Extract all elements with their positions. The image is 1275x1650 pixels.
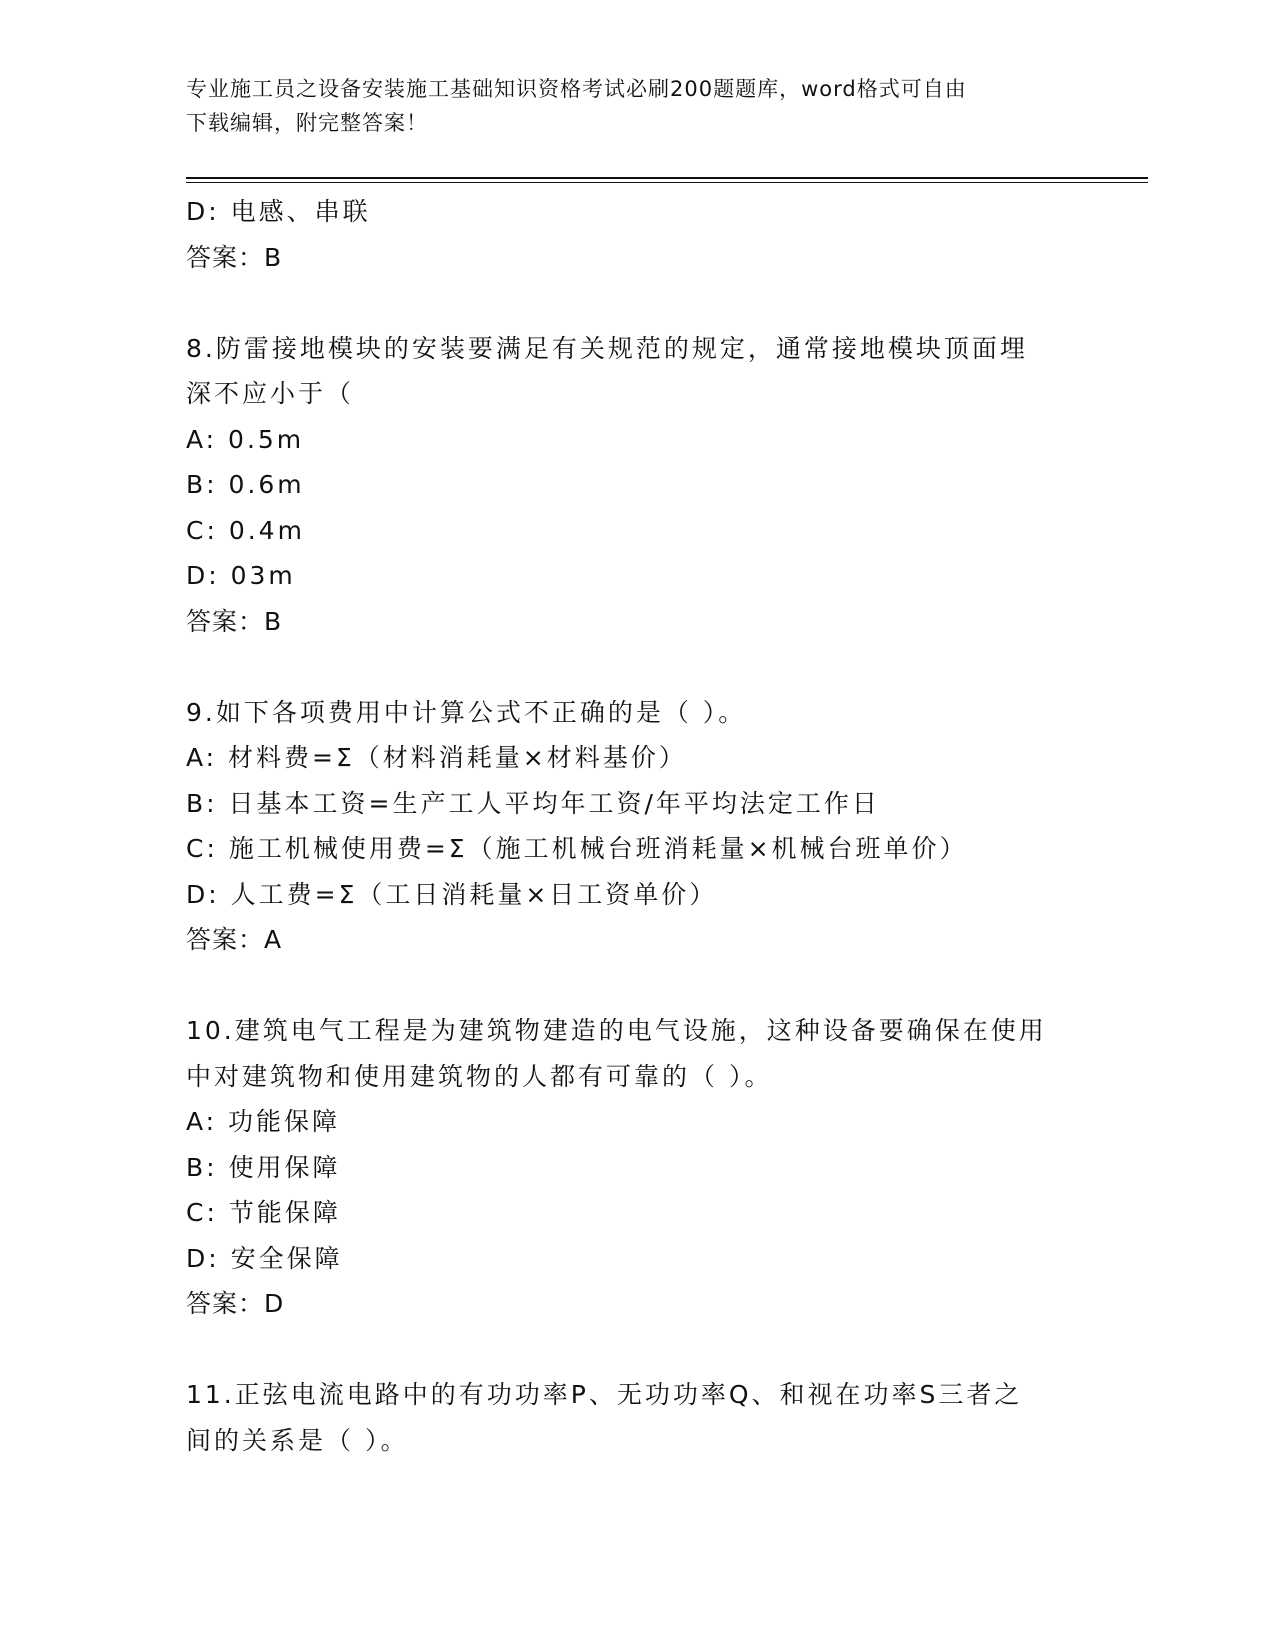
header-line-2: 下载编辑，附完整答案！ (186, 111, 428, 135)
question-stem: 间的关系是（ ）。 (186, 1425, 409, 1455)
answer: 答案：B (186, 606, 283, 636)
question-stem: 8.防雷接地模块的安装要满足有关规范的规定，通常接地模块顶面埋 (186, 333, 1028, 363)
spacer (186, 644, 1086, 690)
question-content (186, 189, 1086, 1463)
option-d: D: 人工费=Σ（工日消耗量×日工资单价） (186, 879, 718, 909)
option-a: A: 功能保障 (186, 1107, 341, 1136)
header-divider-thick (186, 177, 1148, 179)
prev-option-d: D: 电感、串联 (186, 197, 371, 226)
header-divider-thin (186, 182, 1148, 183)
option-d: D: 03m (186, 561, 296, 590)
question-stem: 深不应小于（ (186, 379, 355, 408)
question-stem: 9.如下各项费用中计算公式不正确的是（ ）。 (186, 697, 747, 727)
option-a: A: 材料费=Σ（材料消耗量×材料基价） (186, 743, 687, 772)
option-d: D: 安全保障 (186, 1243, 343, 1273)
spacer (186, 963, 1086, 1009)
prev-answer: 答案：B (186, 242, 283, 272)
question-11 (186, 1372, 1086, 1463)
answer: 答案：D (186, 1289, 285, 1318)
option-b: B: 0.6m (186, 470, 305, 499)
spacer (186, 280, 1086, 326)
page-header (186, 72, 1086, 140)
question-stem: 10.建筑电气工程是为建筑物建造的电气设施，这种设备要确保在使用 (186, 1016, 1047, 1045)
option-c: C: 节能保障 (186, 1198, 341, 1227)
option-c: C: 0.4m (186, 515, 305, 545)
option-b: B: 日基本工资=生产工人平均年工资/年平均法定工作日 (186, 788, 880, 818)
option-a: A: 0.5m (186, 424, 305, 454)
question-10 (186, 1008, 1086, 1327)
option-b: B: 使用保障 (186, 1152, 341, 1182)
option-c: C: 施工机械使用费=Σ（施工机械台班消耗量×机械台班单价） (186, 834, 968, 863)
question-stem: 11.正弦电流电路中的有功功率P、无功功率Q、和视在功率S三者之 (186, 1380, 1023, 1409)
question-stem: 中对建筑物和使用建筑物的人都有可靠的（ ）。 (186, 1061, 773, 1091)
question-8 (186, 326, 1086, 645)
header-line-1: 专业施工员之设备安装施工基础知识资格考试必刷200题题库，word格式可自由 (186, 77, 967, 101)
answer: 答案：A (186, 925, 283, 954)
question-9 (186, 690, 1086, 963)
spacer (186, 1327, 1086, 1373)
